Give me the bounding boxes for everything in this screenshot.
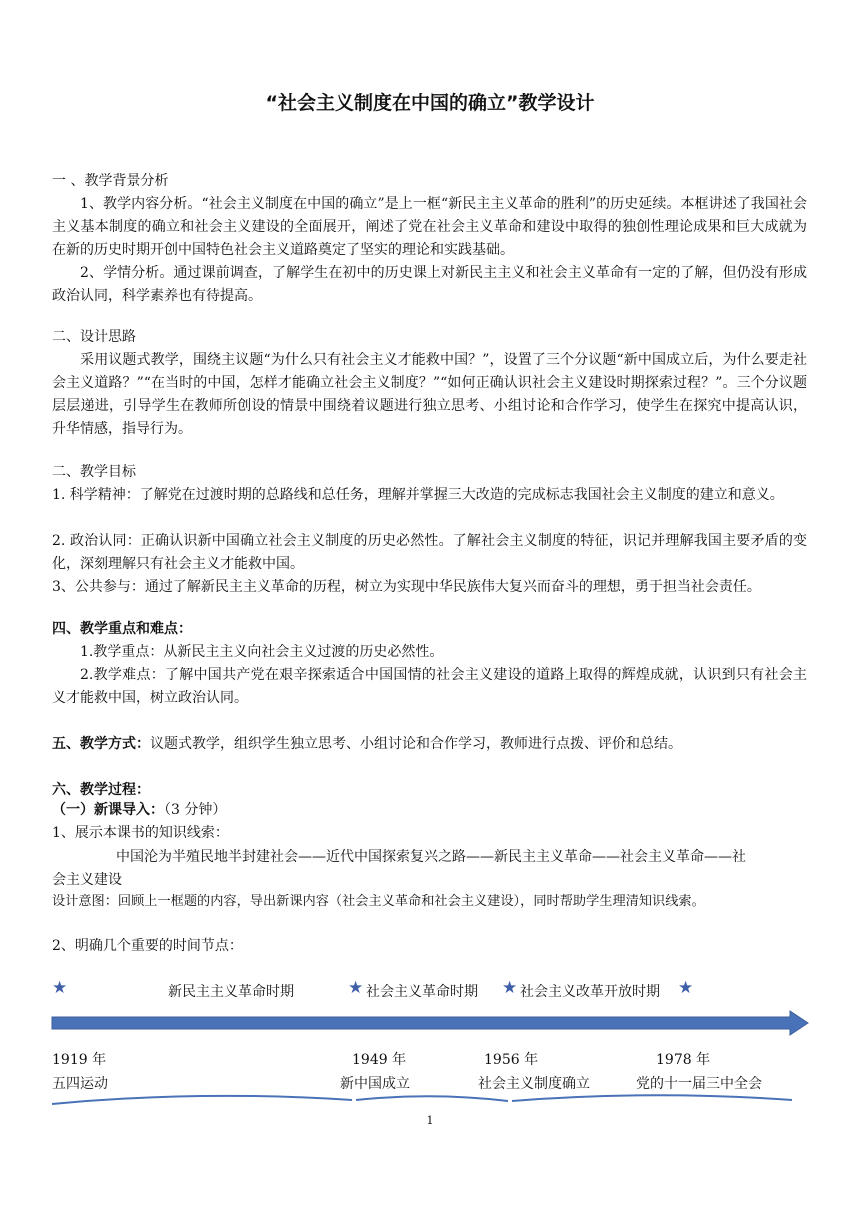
section-2-heading: 二、设计思路 <box>52 329 136 345</box>
knowledge-clue-line-1: 中国沦为半殖民地半封建社会——近代中国探索复兴之路——新民主主义革命——社会主义革命——社 <box>116 849 746 865</box>
item-1: 1、展示本课书的知识线索： <box>52 825 229 841</box>
period-label: 社会主义革命时期 <box>366 984 478 1000</box>
year-label: 1956 年 <box>484 1052 539 1068</box>
design-intent: 设计意图：回顾上一框题的内容，导出新课内容（社会主义革命和社会主义建设），同时帮助学生理清知识线索。 <box>52 894 705 909</box>
section-3-heading: 二、教学目标 <box>52 464 136 480</box>
section-5-text: 议题式教学，组织学生独立思考、小组讨论和合作学习，教师进行点拨、评价和总结。 <box>150 736 682 752</box>
event-label: 五四运动 <box>52 1076 108 1092</box>
event-label: 党的十一届三中全会 <box>636 1076 762 1092</box>
timeline-star-icon: ★ <box>678 978 694 998</box>
document-title: “社会主义制度在中国的确立”教学设计 <box>265 92 595 114</box>
goal-1: 1. 科学精神：了解党在过渡时期的总路线和总任务，理解并掌握三大改造的完成标志我国社会主义制度的建立和意义。 <box>52 487 784 503</box>
period-label: 社会主义改革开放时期 <box>520 984 660 1000</box>
section-1-paragraph-2: 2、学情分析。通过课前调查，了解学生在初中的历史课上对新民主主义和社会主义革命有一定的了解，但仍没有形成政治认同，科学素养也有待提高。 <box>52 265 807 304</box>
difficult-point: 2.教学难点：了解中国共产党在艰辛探索适合中国国情的社会主义建设的道路上取得的辉煌成就，认识到只有社会主义才能救中国，树立政治认同。 <box>52 667 807 706</box>
event-label: 社会主义制度确立 <box>478 1076 590 1092</box>
year-label: 1949 年 <box>352 1052 407 1068</box>
section-6-heading: 六、教学过程： <box>52 782 150 798</box>
section-5-heading: 五、教学方式： <box>52 736 150 752</box>
knowledge-clue-line-2: 会主义建设 <box>52 872 122 888</box>
page-number: 1 <box>426 1114 434 1127</box>
subsection-intro-time: （3 分钟） <box>164 802 227 818</box>
section-2-paragraph: 采用议题式教学，围绕主议题“为什么只有社会主义才能救中国？”，设置了三个分议题“新中国成立后，为什么要走社会主义道路？”“在当时的中国，怎样才能确立社会主义制度？”“如何正确认识社会主义建设时期探索过程？”。三个分议题层层递进，引导学生在教师所创设的情景中围绕着议题进行独立思考、小组讨论和合作学习，使学生在探究中提高认识，升华情感，指导行为。 <box>52 352 807 437</box>
subsection-intro-heading: （一）新课导入： <box>52 802 164 818</box>
period-label: 新民主主义革命时期 <box>168 984 294 1000</box>
timeline-star-icon: ★ <box>502 978 518 998</box>
key-point: 1.教学重点：从新民主主义向社会主义过渡的历史必然性。 <box>80 644 444 660</box>
year-label: 1978 年 <box>656 1052 711 1068</box>
year-label: 1919 年 <box>52 1052 107 1068</box>
goal-3: 3、公共参与：通过了解新民主主义革命的历程，树立为实现中华民族伟大复兴而奋斗的理想，勇于担当社会责任。 <box>52 579 761 595</box>
section-1-paragraph-1: 1、教学内容分析。“社会主义制度在中国的确立”是上一框“新民主主义革命的胜利”的历史延续。本框讲述了我国社会主义基本制度的确立和社会主义建设的全面展开，阐述了党在社会主义革命和建设中取得的独创性理论成果和巨大成就为在新的历史时期开创中国特色社会主义道路奠定了坚实的理论和实践基础。 <box>52 196 807 258</box>
section-1-heading: 一 、教学背景分析 <box>52 173 169 189</box>
timeline-star-icon: ★ <box>348 978 364 998</box>
goal-2: 2. 政治认同：正确认识新中国确立社会主义制度的历史必然性。了解社会主义制度的特征，识记并理解我国主要矛盾的变化，深刻理解只有社会主义才能救中国。 <box>52 533 807 572</box>
timeline-star-icon: ★ <box>52 978 68 998</box>
section-4-heading: 四、教学重点和难点： <box>52 621 192 637</box>
item-2: 2、明确几个重要的时间节点： <box>52 938 243 954</box>
event-label: 新中国成立 <box>340 1076 410 1092</box>
